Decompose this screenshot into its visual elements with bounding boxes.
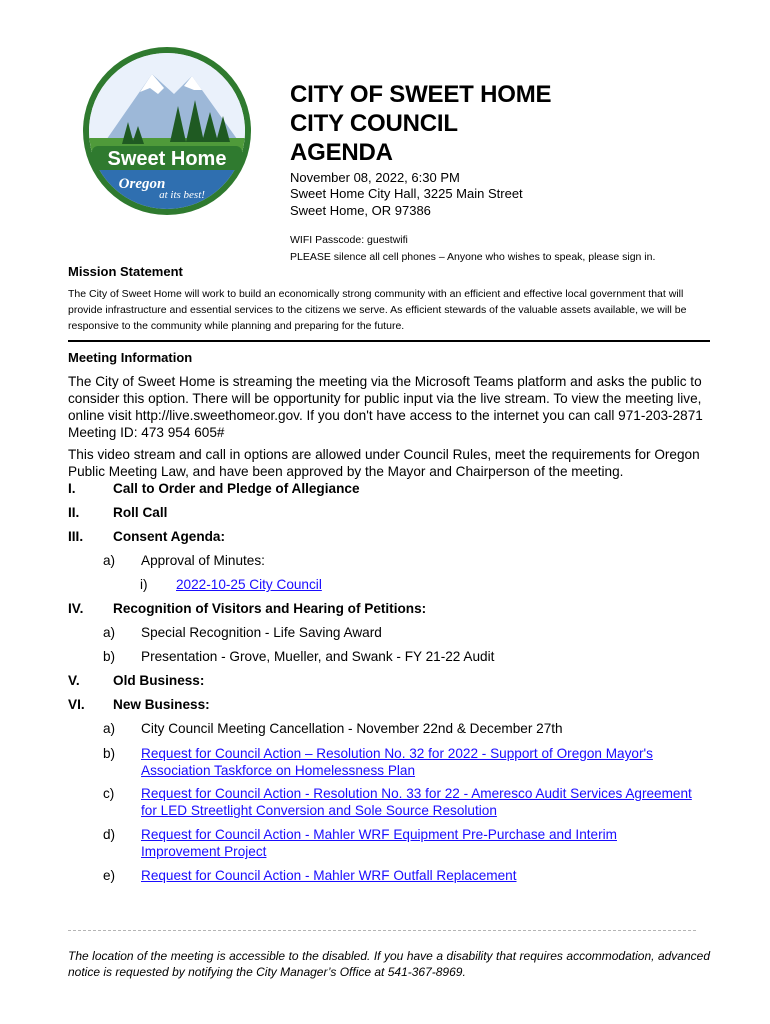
section-number: I. (68, 481, 76, 496)
sweet-home-logo (82, 46, 252, 216)
footer-divider (68, 930, 696, 931)
mahler-equipment-link[interactable]: Request for Council Action - Mahler WRF Equipment Pre-Purchase and Interim (141, 827, 617, 842)
item-text: Special Recognition - Life Saving Award (141, 625, 382, 640)
section-number: IV. (68, 601, 84, 616)
section-number: V. (68, 673, 80, 688)
mahler-equipment-link-line-2[interactable]: Improvement Project (141, 844, 267, 859)
section-title: New Business: (113, 697, 210, 712)
item-letter: c) (103, 786, 115, 801)
mission-text: The City of Sweet Home will work to build an economically strong community with an efficient and effective local government that will provide infrastructure and essential services to the citizens we serve. As efficient stewards of the valuable assets available, we will be responsive to the community while planning and preparing for the future. (68, 288, 687, 332)
section-title: Roll Call (113, 505, 168, 520)
section-title: Call to Order and Pledge of Allegiance (113, 481, 360, 496)
accessibility-notice: The location of the meeting is accessible to the disabled. If you have a disability that requires accommodation, advanced notice is requested by notifying the City Manager’s Office at 541-367-8969. (68, 949, 710, 979)
mahler-outfall-link[interactable]: Request for Council Action - Mahler WRF Outfall Replacement (141, 868, 517, 883)
item-letter: b) (103, 649, 116, 664)
item-letter: a) (103, 721, 116, 736)
item-text: Approval of Minutes: (141, 553, 265, 568)
section-number: III. (68, 529, 84, 544)
page-title (290, 80, 551, 167)
meeting-info-paragraph-2: This video stream and call in options are allowed under Council Rules, meet the requirements for Oregon Public Meeting Law, and have been approved by the Mayor and Chairperson of the meeting. (68, 447, 700, 479)
address-line-2: Sweet Home, OR 97386 (290, 203, 431, 218)
minutes-link[interactable]: 2022-10-25 City Council (176, 577, 322, 592)
logo-name: Sweet Home (107, 148, 227, 170)
item-text: City Council Meeting Cancellation - November 22nd & December 27th (141, 721, 563, 736)
section-divider (68, 340, 710, 342)
item-letter: b) (103, 746, 116, 761)
logo-subtitle: Oregon (118, 176, 166, 192)
resolution-32-link[interactable]: Request for Council Action – Resolution No. 32 for 2022 - Support of Oregon Mayor's (141, 746, 653, 761)
silence-notice: PLEASE silence all cell phones – Anyone who wishes to speak, please sign in. (290, 251, 656, 263)
wifi-passcode: WIFI Passcode: guestwifi (290, 234, 408, 246)
resolution-33-link-line-2[interactable]: for LED Streetlight Conversion and Sole Source Resolution (141, 803, 497, 818)
section-number: II. (68, 505, 80, 520)
section-title: Old Business: (113, 673, 205, 688)
address-line-1: Sweet Home City Hall, 3225 Main Street (290, 186, 523, 201)
section-title: Recognition of Visitors and Hearing of Petitions: (113, 601, 427, 616)
logo-tagline: at its best! (159, 189, 205, 201)
meeting-info-heading: Meeting Information (68, 350, 193, 365)
meeting-date: November 08, 2022, 6:30 PM (290, 170, 460, 185)
section-title: Consent Agenda: (113, 529, 226, 544)
resolution-33-link[interactable]: Request for Council Action - Resolution No. 33 for 22 - Ameresco Audit Services Agreement (141, 786, 692, 801)
section-number: VI. (68, 697, 85, 712)
title-line-3: AGENDA (290, 139, 393, 166)
item-letter: a) (103, 625, 116, 640)
item-letter: d) (103, 827, 116, 842)
subitem-number: i) (140, 577, 148, 592)
mission-heading: Mission Statement (68, 264, 183, 279)
title-line-2: CITY COUNCIL (290, 110, 458, 137)
meeting-info-paragraph-1: The City of Sweet Home is streaming the meeting via the Microsoft Teams platform and asks the public to consider this option. There will be opportunity for public input via the live stream. To view the meeting live, online visit http://live.sweethomeor.gov. If you don't have access to the internet you can call 971-203-2871 Meeting ID: 473 954 605# (68, 374, 703, 440)
item-text: Presentation - Grove, Mueller, and Swank - FY 21-22 Audit (141, 649, 495, 664)
item-letter: e) (103, 868, 116, 883)
item-letter: a) (103, 553, 116, 568)
title-line-1: CITY OF SWEET HOME (290, 81, 552, 108)
resolution-32-link-line-2[interactable]: Association Taskforce on Homelessness Plan (141, 763, 416, 778)
